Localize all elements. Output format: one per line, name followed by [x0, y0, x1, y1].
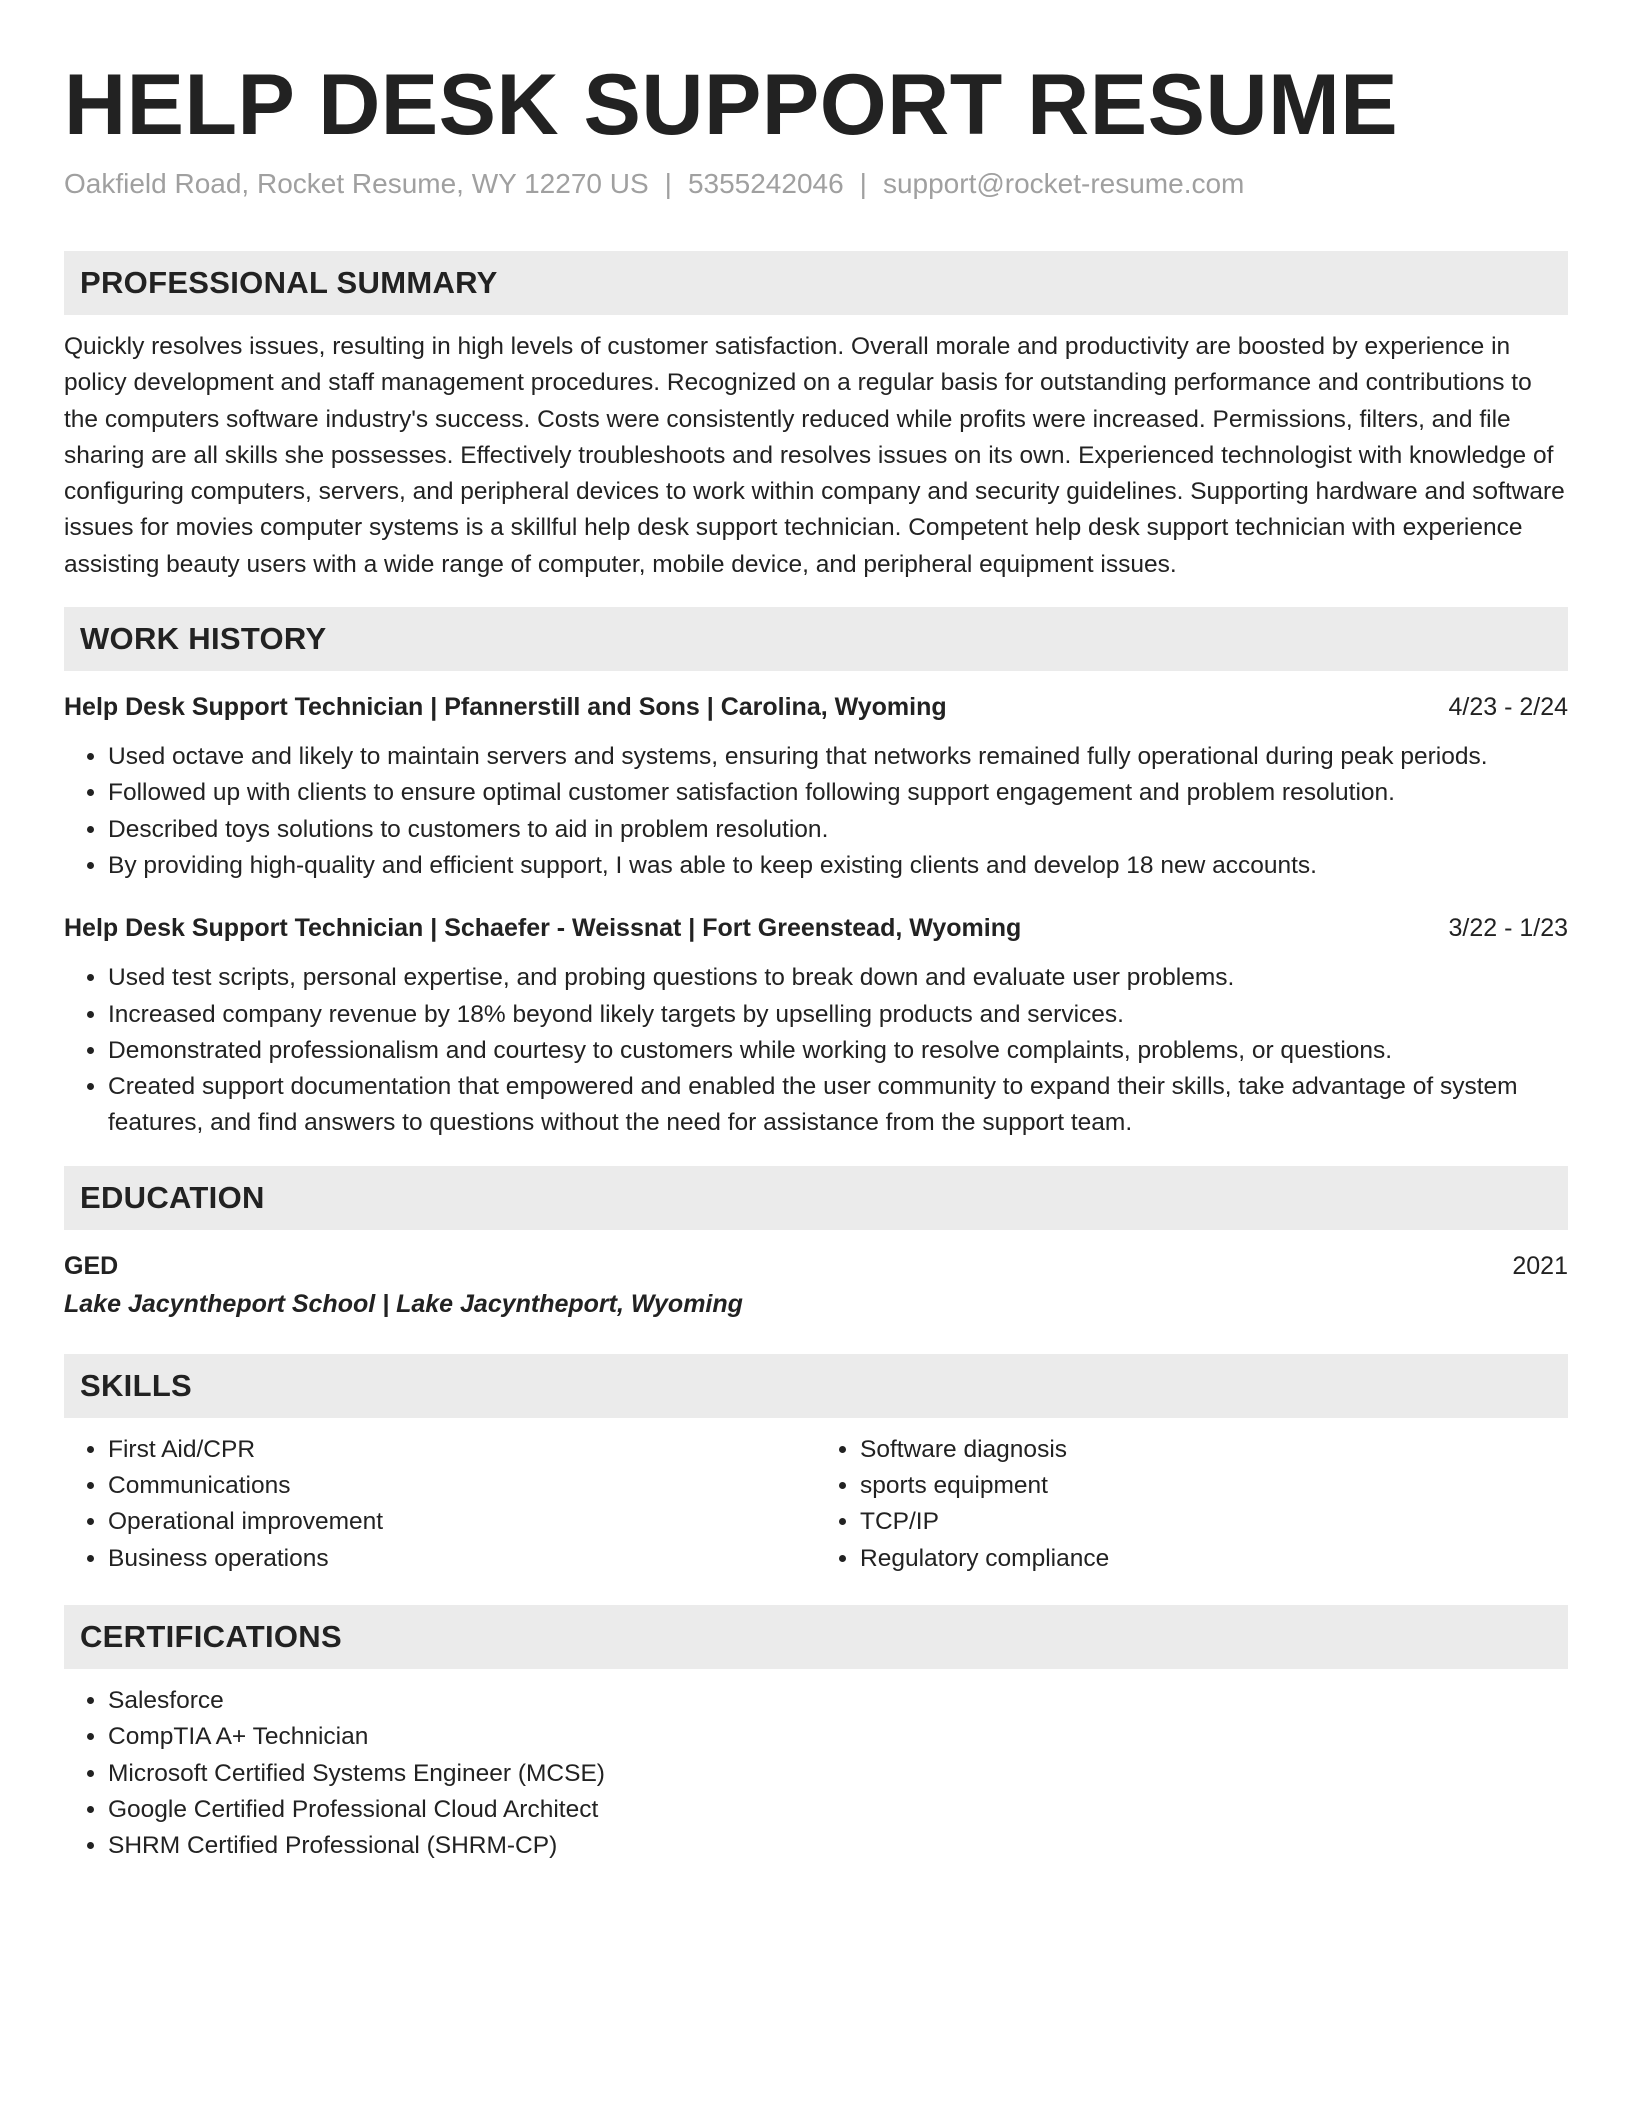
contact-email: support@rocket-resume.com [882, 168, 1245, 199]
job-header [64, 910, 1568, 946]
skill-item: • First Aid/CPR [108, 1432, 816, 1468]
contact-separator: | [664, 168, 672, 199]
skill-item: • TCP/IP [860, 1504, 1568, 1540]
education-header [64, 1248, 1568, 1284]
skill-item: • Regulatory compliance [860, 1541, 1568, 1577]
section-heading-education: EDUCATION [64, 1166, 1568, 1230]
skills-list-right [816, 1432, 1568, 1577]
job-bullet: • By providing high-quality and efficient support, I was able to keep existing clients and develop 18 new accounts. [108, 848, 1568, 884]
job-bullets [64, 960, 1568, 1141]
job-title: Help Desk Support Technician | Schaefer - Weissnat | Fort Greenstead, Wyoming [64, 914, 1022, 943]
contact-phone: 5355242046 [687, 168, 844, 199]
job-bullets [64, 739, 1568, 884]
certifications-list [64, 1683, 1568, 1864]
skill-item: • Business operations [108, 1541, 816, 1577]
contact-line [64, 167, 1568, 201]
job-dates: 4/23 - 2/24 [1448, 693, 1568, 722]
skill-item: • Software diagnosis [860, 1432, 1568, 1468]
summary-text: Quickly resolves issues, resulting in high levels of customer satisfaction. Overall morale and productivity are boosted by experience in policy development and staff management procedures. Recognized on a regular basis for outstanding performance and contributions to the computers software industry's success. Costs were consistently reduced while profits were increased. Permissions, filters, and file sharing are all skills she possesses. Effectively troubleshoots and resolves issues on its own. Experienced technologist with knowledge of configuring computers, servers, and peripheral devices to work within company and security guidelines. Supporting hardware and software issues for movies computer systems is a skillful help desk support technician. Competent help desk support technician with experience assisting beauty users with a wide range of computer, mobile device, and peripheral equipment issues. [64, 333, 1565, 578]
job-dates: 3/22 - 1/23 [1448, 914, 1568, 943]
job-bullet: • Used octave and likely to maintain servers and systems, ensuring that networks remained fully operational during peak periods. [108, 739, 1568, 775]
skill-item: • Communications [108, 1468, 816, 1504]
skill-item: • Operational improvement [108, 1504, 816, 1540]
job-bullet: • Demonstrated professionalism and courtesy to customers while working to resolve complaints, problems, or questions. [108, 1033, 1568, 1069]
resume-title: HELP DESK SUPPORT RESUME [64, 57, 1399, 153]
certification-item: • Google Certified Professional Cloud Architect [108, 1792, 1568, 1828]
contact-separator: | [859, 168, 867, 199]
job-bullet: • Followed up with clients to ensure optimal customer satisfaction following support engagement and problem resolution. [108, 775, 1568, 811]
job-bullet: • Described toys solutions to customers to aid in problem resolution. [108, 812, 1568, 848]
section-heading-summary: PROFESSIONAL SUMMARY [64, 251, 1568, 315]
skills-columns [64, 1418, 1568, 1577]
education-entry [64, 1248, 1568, 1322]
job-header [64, 689, 1568, 725]
job-bullet: • Created support documentation that empowered and enabled the user community to expand their skills, take advantage of system features, and find answers to questions without the need for assistance from the support team. [108, 1069, 1568, 1142]
school-name: Lake Jacyntheport School | Lake Jacyntheport, Wyoming [64, 1289, 743, 1318]
certification-item: • SHRM Certified Professional (SHRM-CP) [108, 1828, 1568, 1864]
skills-list-left [64, 1432, 816, 1577]
job-entry [64, 910, 1568, 1141]
contact-address: Oakfield Road, Rocket Resume, WY 12270 US [64, 168, 649, 199]
certification-item: • Salesforce [108, 1683, 1568, 1719]
job-bullet: • Increased company revenue by 18% beyond likely targets by upselling products and services. [108, 997, 1568, 1033]
education-year: 2021 [1512, 1251, 1568, 1280]
certification-item: • CompTIA A+ Technician [108, 1719, 1568, 1755]
section-heading-skills: SKILLS [64, 1354, 1568, 1418]
section-heading-work-history: WORK HISTORY [64, 607, 1568, 671]
skill-item: • sports equipment [860, 1468, 1568, 1504]
degree: GED [64, 1251, 119, 1280]
job-bullet: • Used test scripts, personal expertise, and probing questions to break down and evaluate user problems. [108, 960, 1568, 996]
job-title: Help Desk Support Technician | Pfannerstill and Sons | Carolina, Wyoming [64, 693, 947, 722]
job-entry [64, 689, 1568, 884]
section-heading-certifications: CERTIFICATIONS [64, 1605, 1568, 1669]
certification-item: • Microsoft Certified Systems Engineer (MCSE) [108, 1756, 1568, 1792]
